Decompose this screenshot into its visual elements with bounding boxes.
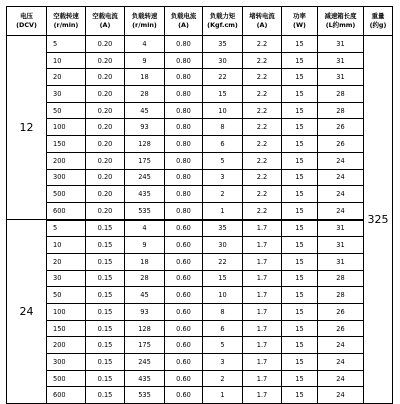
table-cell: 31 (318, 253, 364, 270)
table-cell: 2.2 (243, 69, 282, 86)
table-cell: 0.15 (86, 220, 125, 237)
table-row (7, 220, 393, 237)
table-cell: 1.7 (243, 337, 282, 354)
table-cell: 30 (203, 237, 243, 254)
table-cell: 15 (203, 86, 243, 103)
table-cell: 15 (282, 320, 318, 337)
table-cell: 200 (47, 152, 86, 169)
table-cell: 2.2 (243, 102, 282, 119)
table-row (7, 202, 393, 219)
table-cell: 0.80 (165, 202, 203, 219)
table-cell: 5 (47, 36, 86, 53)
header-stall-current: 堵转电流 (A) (243, 7, 282, 36)
table-cell: 28 (125, 86, 165, 103)
table-cell: 0.15 (86, 287, 125, 304)
table-cell: 0.20 (86, 69, 125, 86)
table-cell: 0.15 (86, 304, 125, 321)
table-cell: 15 (282, 253, 318, 270)
header-load-speed: 负载转速 (r/min) (125, 7, 165, 36)
table-cell: 200 (47, 337, 86, 354)
table-cell: 30 (203, 52, 243, 69)
table-row (7, 287, 393, 304)
table-cell: 1.7 (243, 253, 282, 270)
table-cell: 1.7 (243, 270, 282, 287)
table-row (7, 253, 393, 270)
table-cell: 1.7 (243, 220, 282, 237)
table-cell: 28 (318, 86, 364, 103)
table-cell: 245 (125, 169, 165, 186)
table-cell: 0.80 (165, 86, 203, 103)
table-row (7, 136, 393, 153)
table-cell: 28 (318, 270, 364, 287)
table-cell: 100 (47, 119, 86, 136)
table-cell: 0.20 (86, 52, 125, 69)
table-cell: 24 (318, 152, 364, 169)
table-cell: 0.60 (165, 287, 203, 304)
table-cell: 0.60 (165, 220, 203, 237)
table-cell: 50 (47, 102, 86, 119)
table-cell: 0.20 (86, 86, 125, 103)
table-cell: 10 (47, 52, 86, 69)
table-cell: 1.7 (243, 320, 282, 337)
table-cell: 24 (318, 354, 364, 371)
table-cell: 22 (203, 253, 243, 270)
table-cell: 300 (47, 354, 86, 371)
table-cell: 0.80 (165, 152, 203, 169)
table-cell: 9 (125, 52, 165, 69)
table-cell: 28 (125, 270, 165, 287)
table-cell: 1.7 (243, 287, 282, 304)
table-cell: 0.15 (86, 270, 125, 287)
table-cell: 10 (203, 102, 243, 119)
table-cell: 0.20 (86, 36, 125, 53)
table-cell: 535 (125, 202, 165, 219)
motor-spec-table (6, 6, 393, 404)
table-cell: 1.7 (243, 304, 282, 321)
table-cell: 10 (203, 287, 243, 304)
table-cell: 0.60 (165, 354, 203, 371)
table-cell: 2.2 (243, 152, 282, 169)
table-cell: 0.15 (86, 320, 125, 337)
table-cell: 24 (318, 370, 364, 387)
table-cell: 1.7 (243, 237, 282, 254)
table-cell: 2.2 (243, 186, 282, 203)
table-cell: 15 (282, 69, 318, 86)
table-cell: 0.20 (86, 136, 125, 153)
table-cell: 15 (282, 119, 318, 136)
weight-cell: 325 (364, 36, 393, 404)
header-no-load-speed: 空载转速 (r/min) (47, 7, 86, 36)
table-cell: 15 (282, 52, 318, 69)
table-cell: 0.15 (86, 387, 125, 404)
table-cell: 2 (203, 186, 243, 203)
table-cell: 0.80 (165, 186, 203, 203)
table-cell: 5 (203, 152, 243, 169)
table-cell: 0.15 (86, 253, 125, 270)
table-cell: 0.80 (165, 169, 203, 186)
table-cell: 15 (282, 202, 318, 219)
table-cell: 1.7 (243, 370, 282, 387)
header-weight: 重量 (约g) (364, 7, 393, 36)
table-cell: 26 (318, 119, 364, 136)
table-cell: 0.20 (86, 169, 125, 186)
header-no-load-current: 空载电流 (A) (86, 7, 125, 36)
table-cell: 4 (125, 36, 165, 53)
table-cell: 0.80 (165, 119, 203, 136)
table-cell: 5 (203, 337, 243, 354)
table-row (7, 86, 393, 103)
table-cell: 2.2 (243, 136, 282, 153)
table-cell: 15 (282, 304, 318, 321)
table-cell: 35 (203, 36, 243, 53)
table-row (7, 69, 393, 86)
table-cell: 2.2 (243, 169, 282, 186)
table-cell: 24 (318, 387, 364, 404)
table-cell: 15 (282, 36, 318, 53)
table-cell: 3 (203, 169, 243, 186)
table-cell: 0.15 (86, 370, 125, 387)
table-cell: 1 (203, 387, 243, 404)
table-cell: 45 (125, 287, 165, 304)
table-cell: 100 (47, 304, 86, 321)
table-cell: 26 (318, 320, 364, 337)
table-cell: 15 (282, 102, 318, 119)
table-cell: 2.2 (243, 119, 282, 136)
table-cell: 15 (282, 169, 318, 186)
table-row (7, 52, 393, 69)
table-cell: 535 (125, 387, 165, 404)
table-cell: 2.2 (243, 52, 282, 69)
table-cell: 0.80 (165, 69, 203, 86)
table-cell: 24 (318, 337, 364, 354)
table-cell: 50 (47, 287, 86, 304)
table-row (7, 320, 393, 337)
header-row (7, 7, 393, 36)
table-cell: 15 (282, 354, 318, 371)
voltage-cell: 12 (7, 36, 47, 220)
table-cell: 24 (318, 186, 364, 203)
table-cell: 0.15 (86, 354, 125, 371)
table-cell: 15 (282, 186, 318, 203)
table-cell: 15 (282, 270, 318, 287)
table-cell: 15 (282, 337, 318, 354)
table-cell: 2 (203, 370, 243, 387)
table-cell: 0.20 (86, 152, 125, 169)
table-cell: 31 (318, 52, 364, 69)
table-cell: 435 (125, 370, 165, 387)
table-body (7, 36, 393, 404)
table-cell: 0.60 (165, 370, 203, 387)
table-cell: 93 (125, 304, 165, 321)
table-cell: 28 (318, 287, 364, 304)
table-cell: 0.80 (165, 36, 203, 53)
table-cell: 24 (318, 169, 364, 186)
table-row (7, 354, 393, 371)
table-cell: 15 (282, 220, 318, 237)
table-cell: 0.60 (165, 270, 203, 287)
table-row (7, 186, 393, 203)
table-cell: 435 (125, 186, 165, 203)
table-cell: 31 (318, 237, 364, 254)
table-cell: 4 (125, 220, 165, 237)
table-cell: 2.2 (243, 36, 282, 53)
table-row (7, 119, 393, 136)
table-cell: 93 (125, 119, 165, 136)
table-cell: 2.2 (243, 86, 282, 103)
table-cell: 3 (203, 354, 243, 371)
table-cell: 20 (47, 69, 86, 86)
table-cell: 30 (47, 270, 86, 287)
header-voltage: 电压 (DCV) (7, 7, 47, 36)
table-cell: 0.60 (165, 253, 203, 270)
table-row (7, 169, 393, 186)
table-cell: 31 (318, 220, 364, 237)
table-cell: 31 (318, 69, 364, 86)
table-cell: 1.7 (243, 354, 282, 371)
table-cell: 0.80 (165, 136, 203, 153)
table-cell: 300 (47, 169, 86, 186)
table-cell: 1 (203, 202, 243, 219)
table-cell: 18 (125, 69, 165, 86)
table-cell: 10 (47, 237, 86, 254)
table-cell: 0.60 (165, 337, 203, 354)
table-cell: 0.60 (165, 304, 203, 321)
table-cell: 245 (125, 354, 165, 371)
table-cell: 20 (47, 253, 86, 270)
table-cell: 5 (47, 220, 86, 237)
table-row (7, 152, 393, 169)
table-cell: 26 (318, 136, 364, 153)
table-cell: 150 (47, 320, 86, 337)
table-cell: 22 (203, 69, 243, 86)
table-cell: 45 (125, 102, 165, 119)
table-cell: 15 (282, 370, 318, 387)
table-cell: 0.20 (86, 186, 125, 203)
table-cell: 0.15 (86, 337, 125, 354)
table-cell: 1.7 (243, 387, 282, 404)
header-load-current: 负载电流 (A) (165, 7, 203, 36)
table-cell: 15 (282, 287, 318, 304)
table-row (7, 237, 393, 254)
table-cell: 35 (203, 220, 243, 237)
table-cell: 0.60 (165, 237, 203, 254)
table-cell: 2.2 (243, 202, 282, 219)
table-cell: 24 (318, 202, 364, 219)
table-row (7, 36, 393, 53)
table-cell: 8 (203, 119, 243, 136)
table-cell: 15 (282, 86, 318, 103)
table-cell: 6 (203, 320, 243, 337)
table-row (7, 270, 393, 287)
table-cell: 600 (47, 202, 86, 219)
table-cell: 15 (282, 152, 318, 169)
table-cell: 175 (125, 152, 165, 169)
table-cell: 0.15 (86, 237, 125, 254)
table-cell: 0.80 (165, 52, 203, 69)
table-cell: 0.80 (165, 102, 203, 119)
table-cell: 9 (125, 237, 165, 254)
table-cell: 0.60 (165, 320, 203, 337)
header-gearbox-length: 减速箱长度 (L约mm) (318, 7, 364, 36)
table-cell: 28 (318, 102, 364, 119)
table-cell: 0.20 (86, 119, 125, 136)
voltage-cell: 24 (7, 220, 47, 404)
table-cell: 15 (282, 387, 318, 404)
table-cell: 175 (125, 337, 165, 354)
table-cell: 128 (125, 320, 165, 337)
table-cell: 0.20 (86, 102, 125, 119)
table-cell: 6 (203, 136, 243, 153)
table-cell: 0.60 (165, 387, 203, 404)
header-load-torque: 负载力矩 (Kgf.cm) (203, 7, 243, 36)
header-power: 功率 (W) (282, 7, 318, 36)
table-cell: 500 (47, 186, 86, 203)
table-cell: 15 (282, 237, 318, 254)
table-row (7, 337, 393, 354)
table-row (7, 387, 393, 404)
table-cell: 15 (282, 136, 318, 153)
table-cell: 31 (318, 36, 364, 53)
table-cell: 150 (47, 136, 86, 153)
table-cell: 26 (318, 304, 364, 321)
table-cell: 0.20 (86, 202, 125, 219)
table-row (7, 102, 393, 119)
table-cell: 15 (203, 270, 243, 287)
table-row (7, 370, 393, 387)
table-cell: 500 (47, 370, 86, 387)
table-cell: 128 (125, 136, 165, 153)
table-row (7, 304, 393, 321)
table-cell: 8 (203, 304, 243, 321)
table-cell: 600 (47, 387, 86, 404)
table-cell: 18 (125, 253, 165, 270)
table-cell: 30 (47, 86, 86, 103)
